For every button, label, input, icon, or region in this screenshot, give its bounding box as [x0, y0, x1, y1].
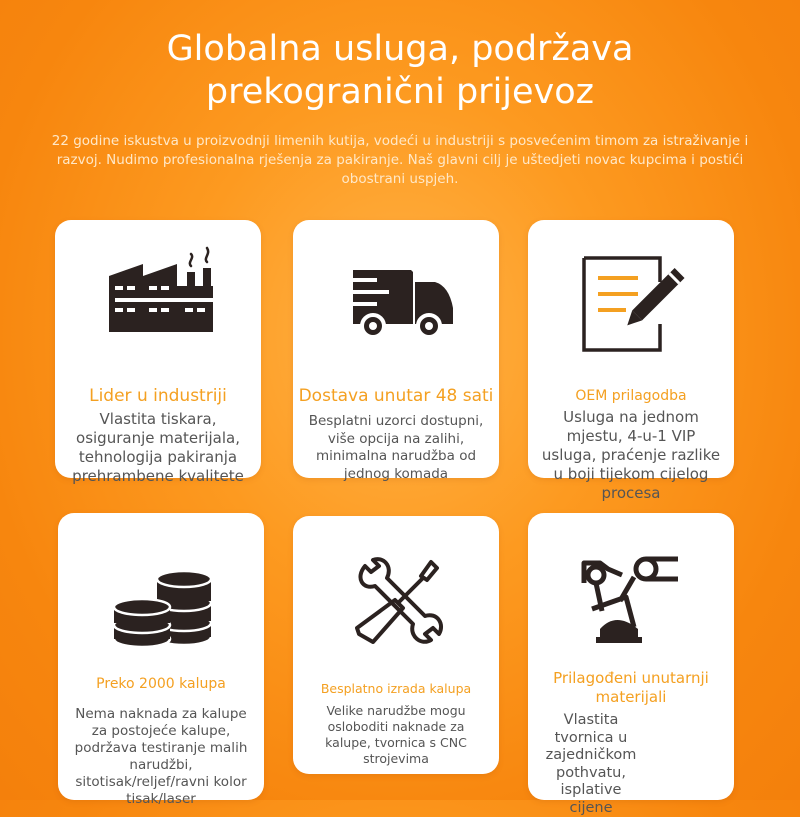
feature-description: Velike narudžbe mogu osloboditi naknade za kalupe, tvornica s CNC strojevima	[325, 703, 467, 766]
feature-title: Dostava unutar 48 sati	[298, 386, 494, 406]
feature-card-custom-materials	[528, 513, 734, 816]
feature-description: Nema naknada za kalupe za postojeće kalupe, podržava testiranje malih narudžbi, sitotisak/reljef/ravni kolor tisak/laser	[74, 706, 248, 807]
feature-card-oem	[528, 220, 734, 502]
page-title-line-1: Globalna usluga, podržava	[166, 29, 634, 69]
feature-description: Besplatni uzorci dostupni, više opcija na zalihi, minimalna narudžba od jednog komada	[308, 413, 484, 482]
feature-title: Besplatno izrada kalupa	[320, 681, 472, 696]
factory-icon	[107, 246, 217, 338]
feature-title: OEM prilagodba	[575, 388, 687, 404]
page-subtitle: 22 godine iskustva u proizvodnji limenih kutija, vodeći u industriji s posvećenim timom za istraživanje i razvoj. Nudimo profesionalna rješenja za pakiranje. Naš glavni cilj je uštedjeti novac kupcima i postići obostrani uspjeh.	[51, 133, 749, 187]
document-edit-icon	[580, 254, 684, 354]
feature-card-free-molds	[293, 516, 499, 774]
page-title-line-2: prekogranični prijevoz	[205, 72, 595, 112]
tools-icon	[351, 556, 443, 648]
robot-arm-icon	[582, 555, 682, 645]
feature-card-industry-leader	[55, 220, 261, 485]
coin-stack-icon	[112, 563, 212, 649]
feature-description: Vlastita tiskara, osiguranje materijala, tehnologija pakiranja prehrambene kvalitete	[72, 410, 244, 485]
feature-title: Prilagođeni unutarnji materijali	[553, 669, 709, 706]
feature-description: Vlastita tvornica u zajedničkom pothvatu, isplative cijene	[545, 712, 637, 816]
page-title	[0, 28, 800, 114]
feature-title: Preko 2000 kalupa	[96, 676, 226, 692]
feature-card-delivery	[293, 220, 499, 482]
feature-description: Usluga na jednom mjestu, 4-u-1 VIP usluga, praćenje razlike u boji tijekom cijelog procesa	[541, 408, 721, 502]
delivery-truck-icon	[337, 264, 457, 342]
feature-title: Lider u industriji	[89, 386, 227, 406]
feature-card-molds	[58, 513, 264, 807]
